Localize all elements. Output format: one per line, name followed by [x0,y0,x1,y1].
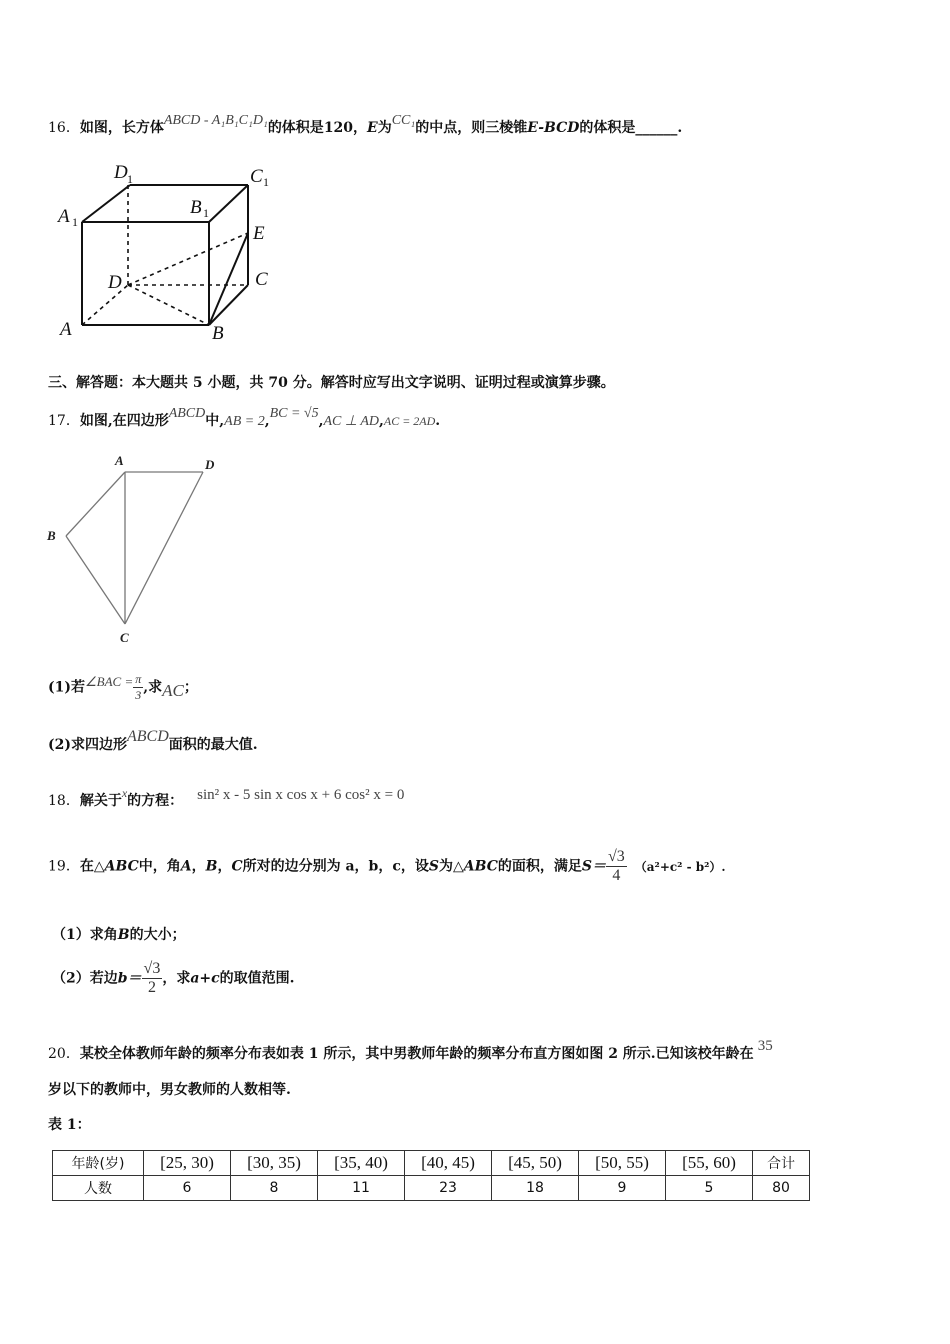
q19-1-prefix: （1）求角 [52,927,118,943]
q19-1-post: 的大小； [129,927,186,943]
q16-text-1: 如图，长方体 [79,120,164,136]
q20-text-1: 某校全体教师年龄的频率分布表如表 1 所示，其中男教师年龄的频率分布直方图如图 2 所示.已知该校年龄在 [79,1046,754,1062]
q16-text-4: 为 [377,120,392,136]
q19-sep-1: ， [191,858,206,875]
q17-2-text: 面积的最大值. [168,737,258,753]
q17-1-fraction [133,672,143,703]
q16-line [48,113,683,137]
label-b: B [212,323,224,344]
q20-number: 20． [48,1046,80,1062]
q19-s-equals: S＝ [581,858,606,875]
q19-2-b: b＝ [117,970,142,987]
fig2-label-d: D [205,457,215,472]
q19-2-denominator: 2 [147,979,156,996]
q19-angle-a: A [180,858,192,875]
table-cell: 80 [753,1176,810,1201]
table-cell: 人数 [53,1176,144,1201]
q17-text-2: 中, [205,413,225,429]
label-b1-sub: 1 [203,206,209,220]
table-header-cell: 年龄(岁) [53,1151,144,1176]
q19-angle-c: C [231,858,243,875]
label-d1: D [114,162,128,183]
q19-1-b: B [117,927,130,943]
q18-line [48,786,405,810]
q16-math-edge: CC₁ [391,113,416,128]
q17-math-ac: AC = 2AD [383,414,436,428]
q17-1-angle: ∠BAC = [85,673,134,689]
label-a1: A [58,206,70,227]
q19-2-prefix: （2）若边 [52,970,118,987]
q19-part1 [52,924,186,944]
q16-answer-blank: ______. [635,120,683,136]
fig2-label-b: B [47,528,56,543]
table-header-cell: [45, 50) [492,1151,579,1176]
table-cell: 5 [666,1176,753,1201]
q17-2-abcd: ABCD [127,728,169,745]
q20-line-2: 岁以下的教师中，男女教师的人数相等. [48,1082,291,1098]
q19-text-4: 为△ [438,858,464,875]
table-header-cell: [30, 35) [231,1151,318,1176]
q19-2-fraction [142,960,163,997]
figure-prism [50,155,290,350]
figure-quadrilateral [42,448,232,648]
table-header-cell: [40, 45) [405,1151,492,1176]
q17-1-prefix: (1)若 [48,679,85,696]
label-e: E [253,223,265,244]
q19-number: 19． [48,858,80,875]
q16-text-5: 的中点，则三棱锥 [415,120,528,136]
frequency-table [52,1150,810,1201]
q17-end: . [435,413,441,429]
q19-abc-2: ABC [463,858,498,875]
fig2-label-c: C [120,630,129,645]
q18-var-x: x [121,786,128,800]
table-cell: 9 [579,1176,666,1201]
table-header-cell: [55, 60) [666,1151,753,1176]
table-cell: 11 [318,1176,405,1201]
fig2-label-a: A [115,453,124,468]
q17-1-denominator: 3 [135,688,142,702]
table-cell: 18 [492,1176,579,1201]
q19-part2 [52,960,295,997]
q19-abc-1: ABC [104,858,139,875]
table-cell: 6 [144,1176,231,1201]
q17-number: 17． [48,413,80,429]
q17-math-bc: BC = √5 [269,406,319,421]
q17-math-abcd: ABCD [168,406,206,421]
q19-text-5: 的面积，满足 [497,858,582,875]
q17-comma-2: , [318,413,324,429]
q17-1-ac: AC [162,680,184,700]
q19-numerator: √3 [608,848,625,865]
q18-text-2: 的方程： [127,793,184,809]
label-d1-sub: 1 [127,172,133,186]
table-header-cell: [35, 40) [318,1151,405,1176]
q19-line [48,848,726,885]
label-c1: C [250,166,263,187]
q17-comma-3: , [378,413,384,429]
q16-number: 16． [48,120,80,136]
label-d: D [108,272,122,293]
q17-1-text: ,求 [143,679,163,696]
q19-2-numerator: √3 [143,960,161,977]
q19-text-3: 所对的边分别为 a，b，c，设 [242,858,429,875]
label-c: C [255,269,268,290]
q19-sep-2: ， [217,858,232,875]
q17-line [48,406,441,430]
table-1-label: 表 1： [48,1117,91,1133]
q19-angle-b: B [205,858,218,875]
label-c1-sub: 1 [263,175,269,189]
q19-text-1: 在△ [79,858,105,875]
q16-math-prism: ABCD - A₁B₁C₁D₁ [163,113,268,128]
q18-text-1: 解关于 [79,793,122,809]
q19-area-s: S [428,858,439,875]
label-b1: B [190,197,202,218]
q17-math-ab: AB = 2 [224,414,265,429]
q17-part2 [48,728,258,754]
table-header-cell: [25, 30) [144,1151,231,1176]
q19-2-post2: 的取值范围. [219,970,295,987]
q16-text-6: 的体积是 [579,120,636,136]
q20-age: 35 [757,1038,773,1054]
q16-volume: 120 [323,120,354,136]
q18-number: 18． [48,793,80,809]
q17-text-1: 如图,在四边形 [79,413,169,429]
q16-pyramid: E-BCD [527,120,580,136]
table-header-cell: 合计 [753,1151,810,1176]
q17-1-end: ； [183,679,198,696]
section-3-heading: 三、解答题：本大题共 5 小题，共 70 分。解答时应写出文字说明、证明过程或演算步骤。 [48,375,615,391]
table-cell: 23 [405,1176,492,1201]
q17-2-prefix: (2)求四边形 [48,737,127,753]
label-a1-sub: 1 [72,215,78,229]
q20-line-1 [48,1038,773,1063]
table-row [53,1176,810,1201]
q16-text-3: ， [353,120,368,136]
q17-comma-1: , [264,413,270,429]
label-a: A [60,319,72,340]
q18-equation: sin² x - 5 sin x cos x + 6 cos² x = 0 [197,787,405,803]
table-header-row [53,1151,810,1176]
q19-denominator: 4 [612,867,621,884]
q19-2-sum: a+c [190,970,220,987]
q19-2-post: ，求 [162,970,191,987]
q19-text-2: 中，角 [138,858,181,875]
q19-tail: （a²+c² - b²）. [634,859,726,874]
table-header-cell: [50, 55) [579,1151,666,1176]
q17-part1 [48,672,198,703]
q19-fraction [606,848,627,885]
q17-math-perp: AC ⊥ AD [323,414,379,429]
q16-text-2: 的体积是 [267,120,324,136]
q17-1-numerator: π [135,672,142,686]
table-cell: 8 [231,1176,318,1201]
q16-point-e: E [367,120,378,136]
